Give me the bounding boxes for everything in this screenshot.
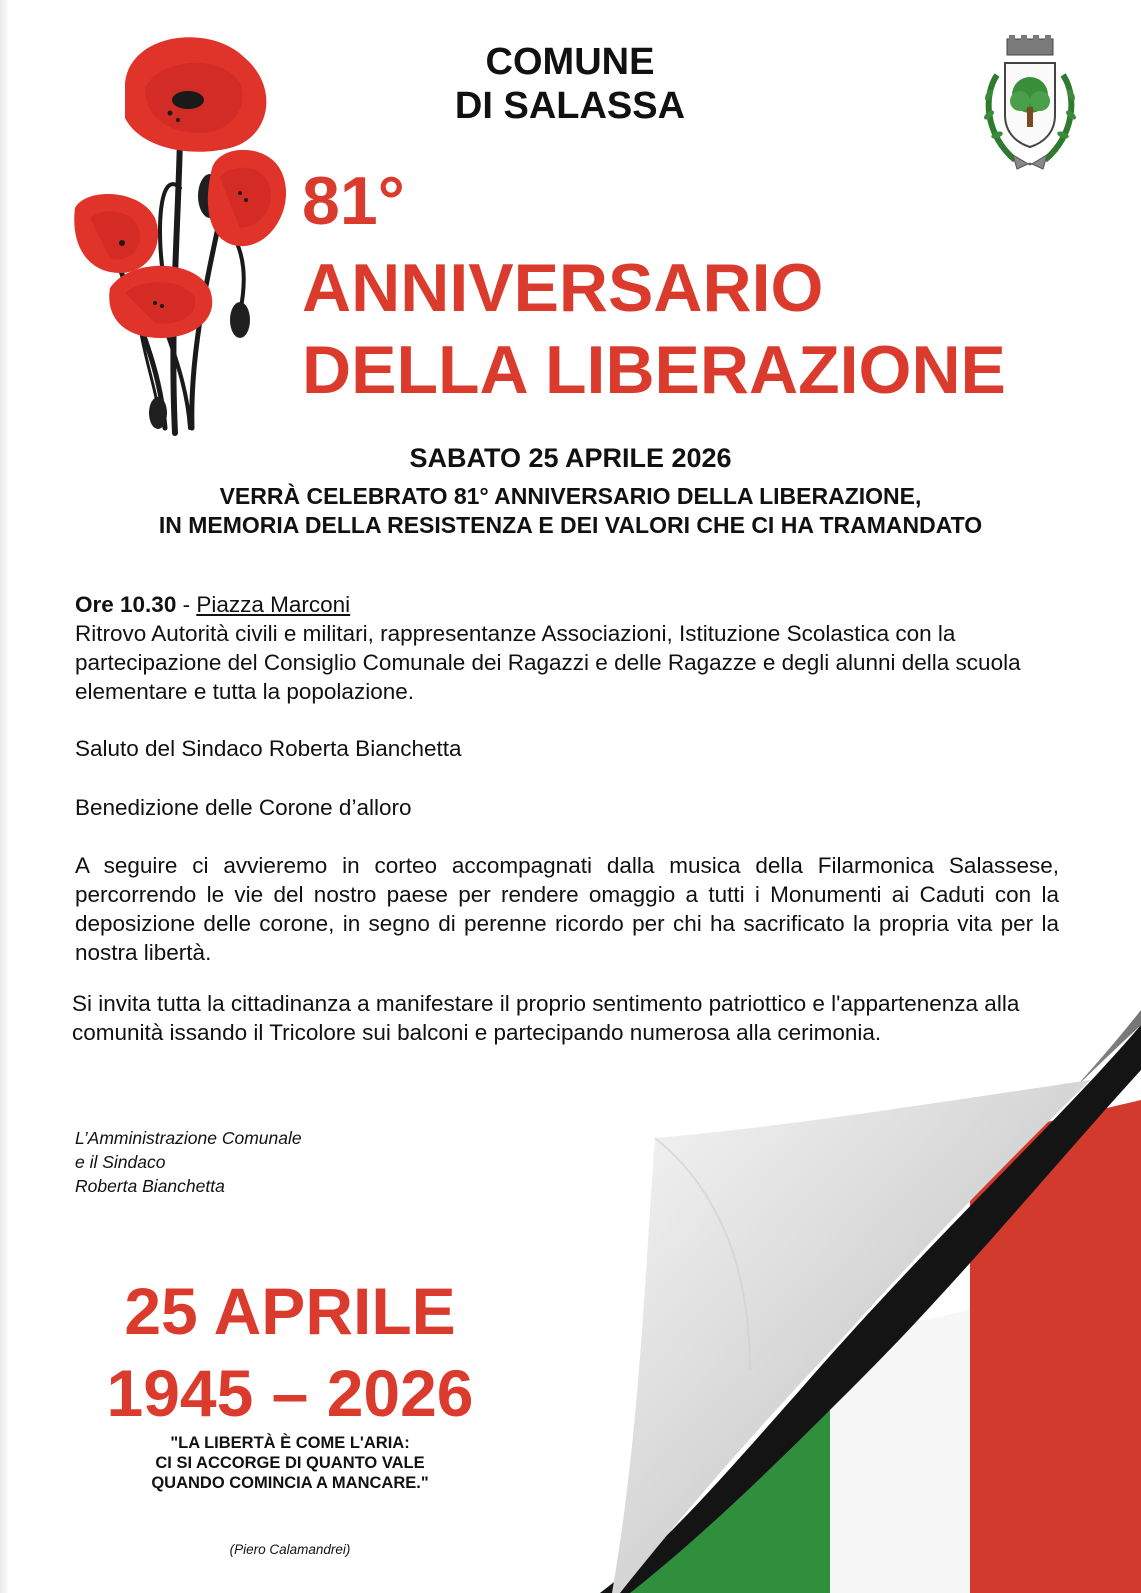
signature-block	[75, 1126, 302, 1198]
coat-of-arms-icon	[975, 35, 1085, 175]
signature-line1: L’Amministrazione Comunale	[75, 1128, 302, 1148]
program-procession: A seguire ci avvieremo in corteo accompagnati dalla musica della Filarmonica Salassese, percorrendo le vie del nostro paese per rendere omaggio a tutti i Monumenti ai Caduti con la deposizione delle corone, in segno di perenne ricordo per chi ha sacrificato la propria vita per la nostra libertà.	[75, 853, 1059, 965]
italian-flag-page-curl	[600, 1010, 1141, 1593]
program-time: Ore 10.30	[75, 592, 177, 617]
footer-quote-line2: CI SI ACCORGE DI QUANTO VALE	[155, 1454, 425, 1472]
municipality-line2: DI SALASSA	[454, 85, 686, 127]
program-separator: -	[176, 592, 197, 617]
program-gathering	[75, 590, 1065, 706]
program-blessing: Benedizione delle Corone d’alloro	[75, 795, 412, 820]
anniversary-title-line2: DELLA LIBERAZIONE	[302, 332, 1006, 408]
footer-quote-line3: QUANDO COMINCIA A MANCARE."	[151, 1474, 429, 1492]
event-date: SABATO 25 APRILE 2026	[409, 443, 732, 473]
signature-line3: Roberta Bianchetta	[75, 1176, 225, 1196]
event-subtitle-1: VERRÀ CELEBRATO 81° ANNIVERSARIO DELLA LIBERAZIONE,	[219, 483, 922, 509]
signature-line2: e il Sindaco	[75, 1152, 166, 1172]
program-time-line	[75, 590, 1065, 619]
footer-quote-line1: "LA LIBERTÀ È COME L'ARIA:	[170, 1434, 410, 1452]
anniversary-number: 81°	[302, 163, 405, 239]
page-edge-shadow	[0, 0, 10, 1593]
program-place: Piazza Marconi	[196, 592, 351, 617]
anniversary-title-line1: ANNIVERSARIO	[302, 250, 824, 326]
poppy-flowers-illustration	[70, 28, 295, 443]
event-subtitle-2: IN MEMORIA DELLA RESISTENZA E DEI VALORI CHE CI HA TRAMANDATO	[158, 512, 983, 538]
anniversary-title	[302, 250, 1006, 408]
municipality-line1: COMUNE	[485, 41, 655, 83]
footer-quote	[90, 1433, 490, 1493]
footer-date: 25 APRILE	[124, 1274, 456, 1348]
quote-author: (Piero Calamandrei)	[229, 1542, 351, 1557]
program-invitation: Si invita tutta la cittadinanza a manifestare il proprio sentimento patriottico e l'appartenenza alla comunità issando il Tricolore sui balconi e partecipando numerosa alla cerimonia.	[72, 991, 1020, 1045]
program-greeting: Saluto del Sindaco Roberta Bianchetta	[75, 736, 462, 761]
program-gathering-text: Ritrovo Autorità civili e militari, rappresentanze Associazioni, Istituzione Scolastica con la partecipazione del Consiglio Comunale dei Ragazzi e delle Ragazze e degli alunni della scuola elementare e tutta la popolazione.	[75, 621, 1021, 704]
municipality-name	[400, 40, 740, 128]
footer-years: 1945 – 2026	[106, 1356, 474, 1430]
